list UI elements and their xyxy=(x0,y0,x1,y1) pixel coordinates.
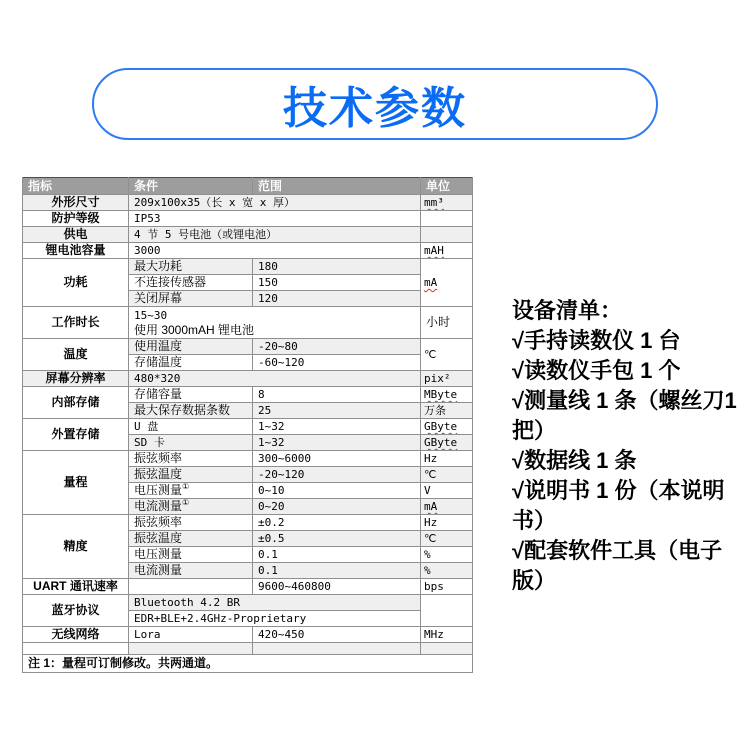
cell-unit: MHz xyxy=(421,627,473,643)
table-footnote-row xyxy=(23,655,473,673)
cell-unit: ℃ xyxy=(421,339,473,371)
cell-condition xyxy=(129,643,253,655)
cell-value: Bluetooth 4.2 BR xyxy=(129,595,421,611)
cell-value: 209x100x35（长 x 宽 x 厚） xyxy=(129,195,421,211)
cell-unit: ℃ xyxy=(421,467,473,483)
cell-unit: Hz xyxy=(421,515,473,531)
cell-indicator: 供电 xyxy=(23,227,129,243)
cell-range: -20~80 xyxy=(253,339,421,355)
cell-unit xyxy=(421,499,473,515)
cell-range: -60~120 xyxy=(253,355,421,371)
cell-condition xyxy=(129,483,253,499)
cell-indicator: 外置存储 xyxy=(23,419,129,451)
cell-range: 25 xyxy=(253,403,421,419)
cell-unit xyxy=(421,595,473,627)
cell-condition: 电流测量 xyxy=(129,563,253,579)
unit-text: GByte xyxy=(424,420,458,433)
title-banner xyxy=(92,68,658,140)
unit-text: MByte xyxy=(424,388,458,401)
unit-text: mAH xyxy=(424,244,444,257)
table-row xyxy=(23,419,473,435)
cell-value: 4 节 5 号电池（或锂电池） xyxy=(129,227,421,243)
cell-unit xyxy=(421,643,473,655)
table-footnote: 注 1：量程可订制修改。共两通道。 xyxy=(23,655,473,673)
cell-condition: Lora xyxy=(129,627,253,643)
cell-range: 1~32 xyxy=(253,435,421,451)
cell-range: 1~32 xyxy=(253,419,421,435)
condition-text: 电压测量 xyxy=(134,483,183,497)
cell-condition: 存储容量 xyxy=(129,387,253,403)
table-row xyxy=(23,387,473,403)
table-header-row xyxy=(23,178,473,195)
equipment-item: √测量线 1 条（螺丝刀1把） xyxy=(512,388,737,443)
cell-unit xyxy=(421,435,473,451)
cell-range xyxy=(253,643,421,655)
cell-value: 3000 xyxy=(129,243,421,259)
cell-range: 420~450 xyxy=(253,627,421,643)
cell-range: 0~20 xyxy=(253,499,421,515)
table-row-empty xyxy=(23,643,473,655)
cell-range: 0~10 xyxy=(253,483,421,499)
cell-value xyxy=(129,307,421,339)
cell-unit xyxy=(421,195,473,211)
equipment-title: 设备清单： xyxy=(512,298,623,323)
cell-range: ±0.5 xyxy=(253,531,421,547)
cell-indicator: 工作时长 xyxy=(23,307,129,339)
cell-indicator xyxy=(23,643,129,655)
cell-unit: Hz xyxy=(421,451,473,467)
cell-condition: 振弦温度 xyxy=(129,467,253,483)
cell-indicator: 外形尺寸 xyxy=(23,195,129,211)
cell-condition: 不连接传感器 xyxy=(129,275,253,291)
cell-indicator: 功耗 xyxy=(23,259,129,307)
cell-range: 0.1 xyxy=(253,547,421,563)
cell-range: 8 xyxy=(253,387,421,403)
unit-text: mA xyxy=(424,500,438,513)
cell-indicator: 蓝牙协议 xyxy=(23,595,129,627)
table-row xyxy=(23,339,473,355)
cell-condition: SD 卡 xyxy=(129,435,253,451)
cell-range: -20~120 xyxy=(253,467,421,483)
cell-unit: 万条 xyxy=(421,403,473,419)
cell-condition: 振弦频率 xyxy=(129,515,253,531)
cell-indicator: 锂电池容量 xyxy=(23,243,129,259)
table-row xyxy=(23,515,473,531)
value-line-2: 使用 3000mAH 锂电池 xyxy=(134,322,255,337)
cell-unit: % xyxy=(421,547,473,563)
cell-range: 300~6000 xyxy=(253,451,421,467)
cell-condition: 电压测量 xyxy=(129,547,253,563)
unit-text: mA xyxy=(424,276,438,289)
cell-indicator: 量程 xyxy=(23,451,129,515)
cell-condition: 振弦频率 xyxy=(129,451,253,467)
equipment-item: √读数仪手包 1 个 xyxy=(512,358,681,383)
table-row xyxy=(23,451,473,467)
cell-condition: 最大功耗 xyxy=(129,259,253,275)
cell-unit: ℃ xyxy=(421,531,473,547)
cell-condition: 使用温度 xyxy=(129,339,253,355)
table-row xyxy=(23,211,473,227)
table-row xyxy=(23,307,473,339)
cell-range: ±0.2 xyxy=(253,515,421,531)
cell-unit: % xyxy=(421,563,473,579)
cell-range: 9600~460800 xyxy=(253,579,421,595)
cell-unit: V xyxy=(421,483,473,499)
cell-value: IP53 xyxy=(129,211,421,227)
cell-unit xyxy=(421,259,473,307)
table-row xyxy=(23,195,473,211)
condition-text: 电流测量 xyxy=(134,499,183,513)
cell-range: 0.1 xyxy=(253,563,421,579)
header-indicator: 指标 xyxy=(23,178,129,195)
cell-condition: U 盘 xyxy=(129,419,253,435)
header-range: 范围 xyxy=(253,178,421,195)
cell-range: 120 xyxy=(253,291,421,307)
equipment-list xyxy=(512,296,746,596)
cell-indicator: UART 通讯速率 xyxy=(23,579,129,595)
table-row xyxy=(23,627,473,643)
cell-indicator: 防护等级 xyxy=(23,211,129,227)
cell-unit xyxy=(421,227,473,243)
footnote-mark: ① xyxy=(182,498,190,507)
cell-condition: 振弦温度 xyxy=(129,531,253,547)
equipment-item: √手持读数仪 1 台 xyxy=(512,328,681,353)
cell-indicator: 内部存储 xyxy=(23,387,129,419)
header-unit: 单位 xyxy=(421,178,473,195)
equipment-item: √数据线 1 条 xyxy=(512,448,637,473)
table-row xyxy=(23,579,473,595)
table-row xyxy=(23,227,473,243)
cell-unit: bps xyxy=(421,579,473,595)
cell-condition xyxy=(129,499,253,515)
cell-unit xyxy=(421,243,473,259)
cell-unit xyxy=(421,211,473,227)
equipment-item: √说明书 1 份（本说明书） xyxy=(512,478,725,533)
cell-unit: pix² xyxy=(421,371,473,387)
cell-unit xyxy=(421,419,473,435)
equipment-item: √配套软件工具（电子版） xyxy=(512,538,723,593)
cell-unit: 小时 xyxy=(421,307,473,339)
cell-indicator: 精度 xyxy=(23,515,129,579)
unit-text: mm³ xyxy=(424,196,444,209)
cell-indicator: 无线网络 xyxy=(23,627,129,643)
cell-unit xyxy=(421,387,473,403)
table-row xyxy=(23,371,473,387)
cell-condition xyxy=(129,579,253,595)
cell-range: 180 xyxy=(253,259,421,275)
cell-value: EDR+BLE+2.4GHz-Proprietary xyxy=(129,611,421,627)
header-condition: 条件 xyxy=(129,178,253,195)
cell-condition: 最大保存数据条数 xyxy=(129,403,253,419)
cell-range: 150 xyxy=(253,275,421,291)
value-line-1: 15~30 xyxy=(134,308,168,322)
cell-value: 480*320 xyxy=(129,371,421,387)
cell-indicator: 温度 xyxy=(23,339,129,371)
table-row xyxy=(23,259,473,275)
table-row xyxy=(23,595,473,611)
cell-condition: 关闭屏幕 xyxy=(129,291,253,307)
table-row xyxy=(23,243,473,259)
footnote-mark: ① xyxy=(182,482,190,491)
cell-condition: 存储温度 xyxy=(129,355,253,371)
spec-table xyxy=(22,177,473,673)
page-title: 技术参数 xyxy=(283,84,467,133)
cell-indicator: 屏幕分辨率 xyxy=(23,371,129,387)
unit-text: GByte xyxy=(424,436,458,449)
